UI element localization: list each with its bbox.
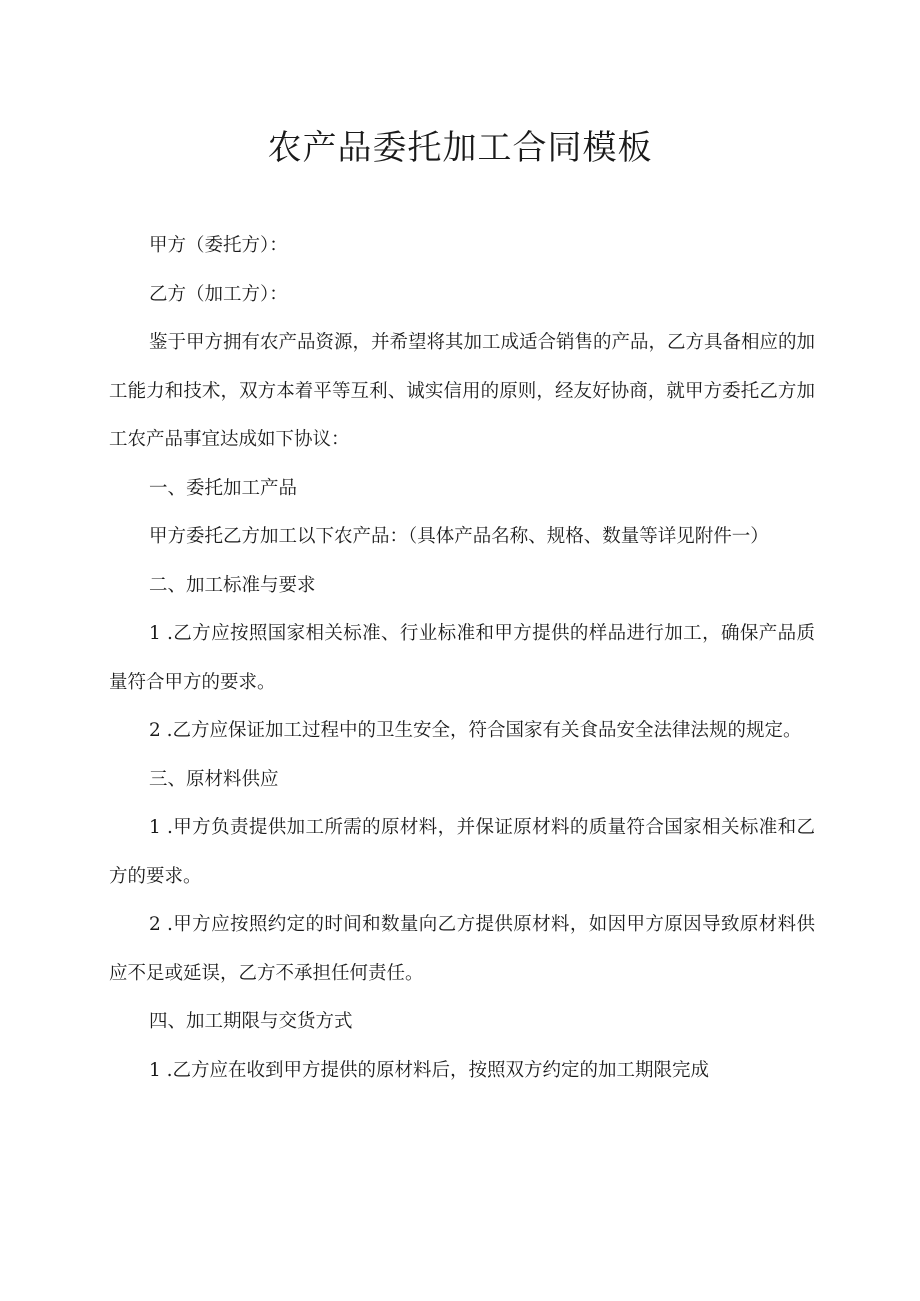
section-heading-4: 四、加工期限与交货方式 — [149, 1011, 353, 1032]
section-3-item-2: 2 .甲方应按照约定的时间和数量向乙方提供原材料，如因甲方原因导致原材料供应不足或延误，乙方不承担任何责任。 — [109, 914, 815, 984]
section-3-item-1: 1 .甲方负责提供加工所需的原材料，并保证原材料的质量符合国家相关标准和乙方的要求。 — [109, 817, 815, 887]
section-4-item-1: 1 .乙方应在收到甲方提供的原材料后，按照双方约定的加工期限完成 — [149, 1059, 710, 1081]
document-body — [109, 222, 815, 1095]
party-b-line: 乙方（加工方）： — [149, 283, 288, 305]
section-heading-3: 三、原材料供应 — [149, 768, 279, 790]
section-2-item-2: 2 .乙方应保证加工过程中的卫生安全，符合国家有关食品安全法律法规的规定。 — [149, 720, 802, 741]
section-1-text: 甲方委托乙方加工以下农产品：（具体产品名称、规格、数量等详见附件一） — [149, 526, 769, 547]
section-heading-1: 一、委托加工产品 — [149, 477, 298, 499]
section-heading-2: 二、加工标准与要求 — [149, 574, 316, 596]
party-a-line: 甲方（委托方）： — [149, 235, 288, 256]
section-2-item-1: 1 .乙方应按照国家相关标准、行业标准和甲方提供的样品进行加工，确保产品质量符合甲方的要求。 — [109, 623, 815, 693]
preamble-paragraph: 鉴于甲方拥有农产品资源，并希望将其加工成适合销售的产品，乙方具备相应的加工能力和技术，双方本着平等互利、诚实信用的原则，经友好协商，就甲方委托乙方加工农产品事宜达成如下协议： — [109, 332, 816, 450]
document-title: 农产品委托加工合同模板 — [267, 128, 653, 168]
